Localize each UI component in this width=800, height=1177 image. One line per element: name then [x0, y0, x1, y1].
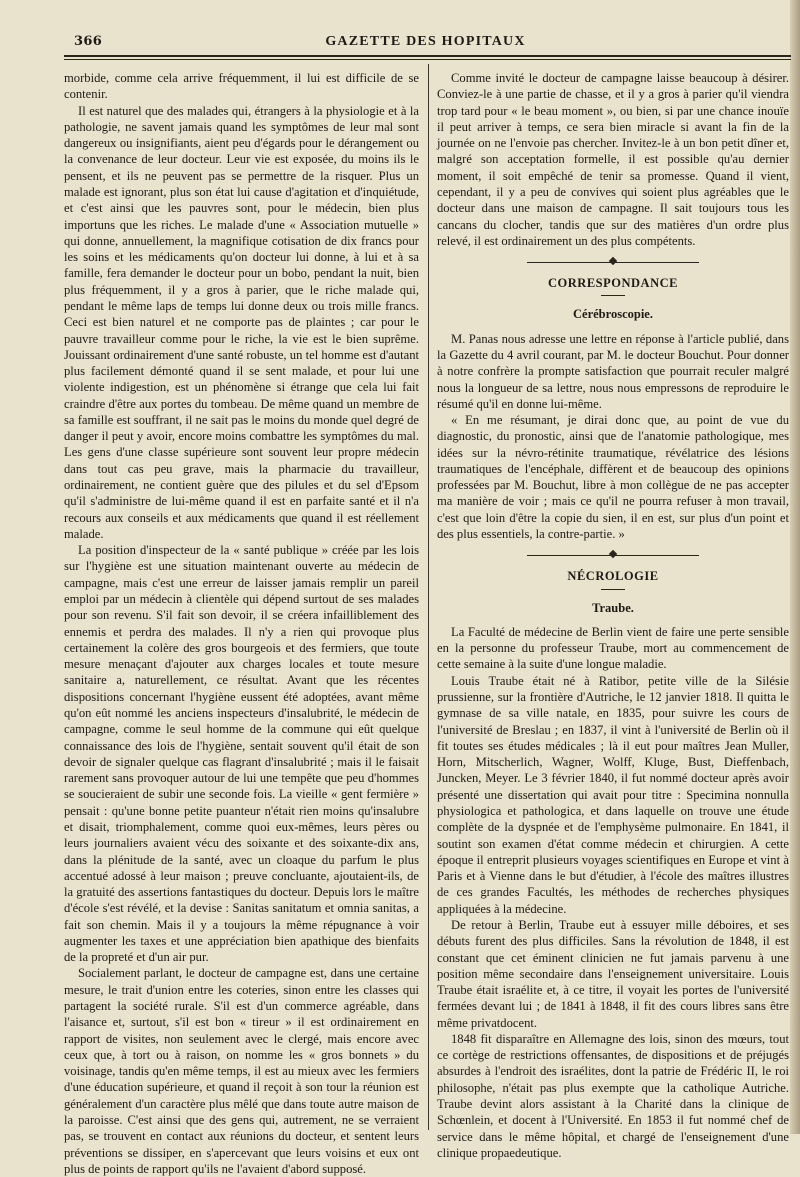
page-number: 366: [74, 34, 103, 49]
body-paragraph: morbide, comme cela arrive fréquemment, il lui est difficile de se contenir.: [64, 71, 419, 102]
page-header: [58, 30, 793, 58]
right-column: [437, 70, 789, 1160]
body-paragraph: Comme invité le docteur de campagne laisse beaucoup à désirer. Conviez-le à une partie de chasse, et il y a gros à parier qu'il viendra trop tard pour « le beau moment », ou bien, si par une chance inouïe il peut arriver à temps, ce sera bien miracle si avant la fin de la journée on ne l'envoie pas chercher. Invitez-le à un bon petit dîner et, malgré son acceptation formelle, il est possible qu'au dernier moment, il soit empêché de tenir sa promesse. Quand il vient, cependant, il y a peu de convives qui soient plus agréables que le docteur dans une maison de campagne. Il sait toujours tous les cancans du clocher, tandis que sur des matières d'un ordre plus relevé, il est ordinairement un des plus compétents.: [437, 71, 789, 248]
header-rule-thick: [64, 55, 791, 57]
body-paragraph: 1848 fit disparaître en Allemagne des lois, sinon des mœurs, tout ce cortège de restrictions offensantes, de dispositions et de préjugés absurdes à l'endroit des israélites, dont la patrie de Frédéric II, le roi philosophe, n'était pas plus exempte que la catholique Autriche. Traube devint alors assistant à la Charité dans la clinique de Schœnlein, et docent à l'Université. En 1853 il fut nommé chef de service dans le même hôpital, et chargé de l'enseignement d'une clinique propaedeutique.: [437, 1031, 789, 1160]
section-separator: [437, 548, 789, 562]
section-separator: [437, 255, 789, 269]
body-paragraph: Il est naturel que des malades qui, étrangers à la physiologie et à la pathologie, ne savent jamais quand les symptômes de leur mal sont dangereux ou insignifiants, aient peu d'égards pour le dérangement ou la convenance de leur docteur. Leur vie est exposée, du moins ils le pensent, et ils ne peuvent pas se permettre de la risquer. Plus un malade est ignorant, plus son état lui cause d'agitation et d'inquiétude, et c'est ainsi que les pauvres sont, pour le médecin, bien plus importuns que les riches. Le malade d'une « Association mutuelle » qui donne, annuellement, la magnifique cotisation de dix francs pour les soins et les médicaments qu'on docteur lui donne, à lui et à sa famille, fera demander le docteur pour un bobo, pendant la nuit, bien plus fréquemment, il y a gros à parier, que le riche malade qui, pendant le même laps de temps lui donne deux ou trois mille francs. Ceci est bien naturel et ne comporte pas de plaintes ; car pour le pauvre travailleur comme pour le riche, la vie est le bien suprême. Jouissant ordinairement d'une santé robuste, un tel homme est d'autant plus facilement démonté quand il se sent malade, et pour lui une violente indigestion, est un phénomène si étrange que cela lui fait craindre d'être aux portes du tombeau. De même quand un membre de sa famille est souffrant, il ne sait pas le moins du monde quel degré de danger il peut y avoir, encore moins combattre les symptômes du mal. Les gens d'une classe supérieure sont souvent leur propre médecin dans tout cas peu grave, mais la pharmacie du travailleur, ordinairement, ne contient guère que des pilules et du sel d'Epsom qu'il s'administre de lui-même quand il est en parfaite santé et il n'a recours aux conseils et aux médicaments que quand il est réellement malade.: [64, 103, 419, 541]
body-paragraph: De retour à Berlin, Traube eut à essuyer mille déboires, et ses débuts furent des plus difficiles. Sans la révolution de 1848, il est constant que cet éminent clinicien ne fut jamais parvenu à une position même secondaire dans l'enseignement universitaire. Louis Traube était israélite et, à ce titre, il voyait les portes de l'université fermées devant lui ; de 1841 à 1848, il fit des cours libres sans être même privatdocent.: [437, 917, 789, 1030]
section-title-necrologie: NÉCROLOGIE: [567, 569, 659, 584]
body-paragraph: Socialement parlant, le docteur de campagne est, dans une certaine mesure, le trait d'union entre les coteries, sinon entre les classes qui partagent la société rurale. S'il est d'un commerce agréable, dans l'aisance et, surtout, s'il est bon « tireur » il est ordinairement en rapport de visites, non seulement avec le clergé, mais encore avec ceux que, à tort ou à raison, on nomme les « gros bonnets » du voisinage, tandis qu'en même temps, il est au mieux avec les fermiers d'une éducation supérieure, et quand il reçoit à son tour la réunion est généralement d'un caractère plus mêlé que dans toute autre maison de la paroisse. C'est ainsi que des gens qui, autrement, ne se verraient pas, se trouvent en contact aux réunions du docteur, et sentent leurs préventions se dissiper, en s'apercevant que leurs voisins et eux ont plus de points de rapport qu'ils ne l'avaient d'abord supposé.: [64, 966, 419, 1176]
short-rule: [601, 295, 625, 296]
page-edge-shadow: [790, 0, 800, 1134]
short-rule: [601, 589, 625, 590]
subsection-title-cerebroscopie: Cérébroscopie.: [573, 307, 653, 322]
left-column: [64, 70, 419, 1176]
section-title-correspondance: CORRESPONDANCE: [548, 276, 678, 291]
body-paragraph: La Faculté de médecine de Berlin vient de faire une perte sensible en la personne du professeur Traube, mort au commencement de cette semaine à la suite d'une longue maladie.: [437, 624, 789, 672]
column-divider: [428, 64, 429, 1130]
journal-title: GAZETTE DES HOPITAUX: [325, 34, 526, 49]
body-paragraph: La position d'inspecteur de la « santé publique » créée par les lois sur l'hygiène est une situation maintenant ouverte au médecin de campagne, mais c'est une erreur de laisser jamais remplir un pareil emploi par un médecin à clientèle qui dépend surtout de ses malades pour son revenu. S'il fait son devoir, il se créera infailliblement des ennemis et perdra des malades. Il n'y a rien qui provoque plus certainement la colère des gros bourgeois et des fermiers, que toute mesure menaçant d'ajouter aux charges locales et toute mesure sanitaire a, naturellement, ce résultat. Avant que les récentes dispositions concernant l'hygiène eussent été adoptées, avant même qu'on eût nommé les anciens inspecteurs d'insalubrité, le médecin de campagne, comme le seul homme de la commune qui eût quelque connaissance des lois de l'hygiène, sentait souvent qu'il était de son devoir de signaler quelque cas flagrant d'insalubrité ; mais il le faisait rarement sans provoquer autour de lui une tempête que peu d'hommes se soucieraient de subir une seconde fois. La vieille « gent fermière » pensait : qu'une bonne petite puanteur n'était rien moins qu'insalubre et disait, triomphalement, comme quoi eux-mêmes, leurs pères ou leurs journaliers avaient vécu des soixante et des soixante-dix ans, dans la plénitude de la santé, avec un cloaque du parfum le plus accentué adossé à leur maison ; preuve concluante, ajoutaient-ils, de la gratuité des assertions fantastiques du docteur. Depuis lors le maître d'école s'est révélé, et la devise : Sanitas sanitatum et omnia sanitas, a fait son chemin. Mais il y a toujours la même répugnance à voir augmenter les taxes et une appréciation bien apathique des bienfaits de la propreté et d'un air pur.: [64, 543, 419, 965]
subsection-title-traube: Traube.: [592, 600, 634, 615]
separator-ornament-icon: [609, 550, 617, 558]
body-paragraph: M. Panas nous adresse une lettre en réponse à l'article publié, dans la Gazette du 4 avril courant, par M. le docteur Bouchut. Pour donner à notre confrère la prompte satisfaction que pourrait reculer malgré nous la longueur de sa lettre, nous nous empressons de reproduire le résumé qu'il en donne lui-même.: [437, 331, 789, 411]
separator-ornament-icon: [609, 257, 617, 265]
body-paragraph: « En me résumant, je dirai donc que, au point de vue du diagnostic, du pronostic, ainsi que de l'anatomie pathologique, mes idées sur la névro-rétinite traumatique, révélatrice des lésions traumatiques de l'encéphale, diffèrent et de beaucoup des opinions professées par M. Bouchut, libre à mon collègue de ne pas accepter ma manière de voir ; mais ce qu'il ne pourra refuser à mon travail, c'est que loin d'être la copie du sien, il en est, sur plus d'un point et des plus essentiels, la contre-partie. »: [437, 413, 789, 542]
header-rule-thin: [64, 59, 791, 60]
body-paragraph: Louis Traube était né à Ratibor, petite ville de la Silésie prussienne, sur la frontière d'Autriche, le 12 janvier 1818. Il quitta le gymnase de sa ville natale, en 1835, pour suivre les cours de l'université de Breslau ; en 1837, il vint à l'université de Berlin où il fit toutes ses études médicales ; là il eut pour maîtres Jean Muller, Horn, Mitscherlich, Wagner, Wolff, Kluge, Bust, Dieffenbach, Juncken, Meyer. Le 3 février 1840, il fut nommé docteur après avoir présenté une dissertation qui avait pour titre : Specimina nonnulla physiologica et pathologica, et dans laquelle on trouve une étude complète de la dyspnée et de l'emphysème pulmonaire. En 1841, il soutint son examen d'état comme médecin et chirurgien. A cette époque il entreprit plusieurs voyages scientifiques en Europe et vint à Paris et à Vienne dans le but d'étudier, à l'école des maîtres illustres de ces grandes Facultés, les méthodes de recherches physiques appliquées à la médecine.: [437, 673, 789, 916]
